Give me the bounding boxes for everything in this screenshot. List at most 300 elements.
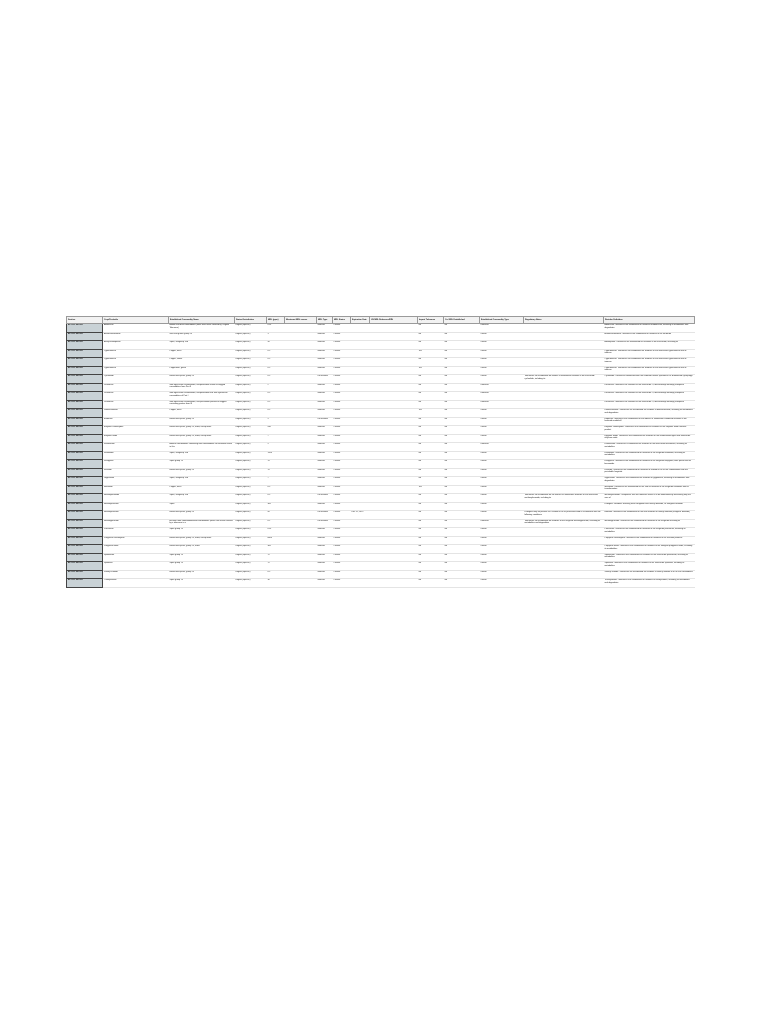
table-cell: No (444, 392, 480, 401)
table-cell (285, 536, 317, 545)
table-cell: Unofficial (480, 383, 524, 392)
table-row[interactable] (67, 570, 695, 579)
table-cell: Spinetoram (103, 553, 169, 562)
table-cell: No (444, 324, 480, 333)
table-cell (351, 417, 370, 426)
table-cell (370, 502, 418, 511)
table-cell (351, 502, 370, 511)
section-cell: 40 CFR 180.xxx (67, 392, 103, 401)
table-cell: Current (333, 366, 351, 375)
table-cell: Un-Numeric (317, 375, 333, 384)
table-row[interactable] (67, 400, 695, 409)
section-cell: 40 CFR 180.xxx (67, 570, 103, 579)
table-row[interactable] (67, 545, 695, 554)
table-cell: Unofficial (480, 519, 524, 528)
table-cell: No (418, 392, 444, 401)
table-cell: Numeric (317, 460, 333, 469)
table-cell: Artificial commodities containing food commodities not otherwise listed in this (169, 443, 235, 452)
table-cell: Numeric (317, 528, 333, 537)
table-row[interactable] (67, 528, 695, 537)
table-row[interactable] (67, 417, 695, 426)
table-cell: No (418, 434, 444, 443)
table-row[interactable] (67, 332, 695, 341)
table-cell (285, 324, 317, 333)
table-cell: Prochloraz: Tolerances are established for residues of the fungicide prochloraz, including its metabolites (604, 528, 695, 537)
section-cell: 40 CFR 180.xxx (67, 562, 103, 571)
table-cell: Aminopterin: Tolerances are established for residues of the insecticide, including its (604, 341, 695, 350)
table-row[interactable] (67, 451, 695, 460)
table-row[interactable] (67, 341, 695, 350)
table-cell (370, 553, 418, 562)
table-cell (524, 536, 604, 545)
table-row[interactable] (67, 477, 695, 486)
table-cell: Dichlorvos (103, 400, 169, 409)
table-cell: Region (specific) (235, 570, 267, 579)
table-cell: Official (480, 502, 524, 511)
table-row[interactable] (67, 434, 695, 443)
table-cell: Region (specific) (235, 536, 267, 545)
table-cell: Spice group 19 (169, 553, 235, 562)
table-cell: Dichlorvos (103, 383, 169, 392)
table-cell (351, 460, 370, 469)
table-cell (285, 519, 317, 528)
table-cell: Un-Numeric (317, 519, 333, 528)
column-header[interactable]: Established Commodity Type (480, 317, 524, 324)
table-cell: Numeric (317, 502, 333, 511)
table-row[interactable] (67, 502, 695, 511)
section-cell: 40 CFR 180.xxx (67, 460, 103, 469)
table-cell: No (444, 562, 480, 571)
table-row[interactable] (67, 562, 695, 571)
table-cell: Non-agricultural commodities, nonperishable animal or bagged commodities from Part II (169, 383, 235, 392)
table-cell: Acetyl-aminopterin (103, 341, 169, 350)
table-cell: Ethylene chlorohydrin: Tolerances are established for residues of the ethylene oxide reaction product (604, 426, 695, 435)
table-cell: Unofficial (480, 443, 524, 452)
table-row[interactable] (67, 485, 695, 494)
table-cell: Region (specific) (235, 502, 267, 511)
table-cell (370, 562, 418, 571)
table-row[interactable] (67, 392, 695, 401)
table-cell (524, 434, 604, 443)
table-row[interactable] (67, 324, 695, 333)
table-cell: Un-Numeric (317, 494, 333, 503)
table-cell: Region (specific) (235, 392, 267, 401)
table-cell: Numeric (317, 332, 333, 341)
table-cell: Current (333, 375, 351, 384)
table-cell: Spice, subgroup 19B (169, 451, 235, 460)
table-cell: Region (specific) (235, 494, 267, 503)
table-cell: Official (480, 417, 524, 426)
table-cell: Numeric (317, 536, 333, 545)
table-cell (285, 570, 317, 579)
table-cell: No (444, 511, 480, 520)
table-cell: No (418, 570, 444, 579)
table-cell: 7 (267, 477, 285, 486)
table-cell (370, 511, 418, 520)
table-cell: No (444, 417, 480, 426)
table-cell: Official (480, 494, 524, 503)
table-cell: Numeric (317, 443, 333, 452)
table-cell: Region (specific) (235, 519, 267, 528)
table-cell: Methoxyproclide: Tolerances are established for residues of the fungicide including its (604, 519, 695, 528)
section-cell: 40 CFR 180.xxx (67, 511, 103, 520)
table-cell: Region (specific) (235, 511, 267, 520)
table-cell: 1.7 (267, 562, 285, 571)
table-cell (351, 485, 370, 494)
table-cell: No (418, 332, 444, 341)
column-header[interactable]: Status/Jurisdiction (235, 317, 267, 324)
table-cell: No (418, 494, 444, 503)
table-cell: Official (480, 409, 524, 418)
table-cell (524, 417, 604, 426)
table-cell (524, 392, 604, 401)
table-cell (285, 494, 317, 503)
table-cell: Current (333, 519, 351, 528)
table-cell: 300 (267, 545, 285, 554)
table-cell: Spice (169, 502, 235, 511)
table-cell: Current (333, 553, 351, 562)
table-cell (351, 349, 370, 358)
table-cell: No (444, 536, 480, 545)
table-cell: Spice group 19 (169, 562, 235, 571)
section-cell: 40 CFR 180.xxx (67, 536, 103, 545)
table-cell: Herbs and spices, group 19 (169, 468, 235, 477)
table-cell: 0.5 (267, 349, 285, 358)
table-cell: Current (333, 477, 351, 486)
table-cell: Region (specific) (235, 366, 267, 375)
table-row[interactable] (67, 426, 695, 435)
section-cell: 40 CFR 180.xxx (67, 494, 103, 503)
table-row[interactable] (67, 519, 695, 528)
section-cell: 40 CFR 180.xxx (67, 324, 103, 333)
table-row[interactable] (67, 383, 695, 392)
table-cell: Fluoxide (103, 468, 169, 477)
table-cell: Official (480, 477, 524, 486)
table-cell: Difenoconazole: Tolerances are established for residues of difenoconazole, including its metabolites and degradates (604, 409, 695, 418)
table-cell (351, 332, 370, 341)
table-cell (370, 417, 418, 426)
section-cell: 40 CFR 180.xxx (67, 519, 103, 528)
table-cell (285, 579, 317, 588)
table-cell: Ethylene oxide (103, 434, 169, 443)
table-row[interactable] (67, 579, 695, 588)
table-cell: Propylene chlorohydrin: Tolerances are established for residues of the reaction products (604, 536, 695, 545)
table-row[interactable] (67, 443, 695, 452)
table-cell: No (444, 477, 480, 486)
column-header[interactable]: MRL Status (333, 317, 351, 324)
column-header[interactable]: Crop/Pesticide (103, 317, 169, 324)
table-cell (524, 502, 604, 511)
table-cell: Fenitrothion (103, 443, 169, 452)
table-cell (370, 536, 418, 545)
table-cell (285, 341, 317, 350)
section-cell: 40 CFR 180.xxx (67, 426, 103, 435)
table-cell: 70 (267, 460, 285, 469)
section-cell: 40 CFR 180.xxx (67, 349, 103, 358)
table-cell: 1.7 (267, 553, 285, 562)
table-cell: Current (333, 324, 351, 333)
table-cell (370, 570, 418, 579)
table-row[interactable] (67, 349, 695, 358)
column-header[interactable]: MRL Type (317, 317, 333, 324)
table-row[interactable] (67, 536, 695, 545)
table-cell (285, 468, 317, 477)
table-cell: No (418, 417, 444, 426)
table-cell (524, 324, 604, 333)
table-cell: Region (specific) (235, 443, 267, 452)
table-cell: 0.5 (267, 494, 285, 503)
column-header[interactable]: Expiration Date (351, 317, 370, 324)
table-cell: No (444, 349, 480, 358)
table-cell: Official (480, 358, 524, 367)
table-cell: Trifloxystrobin: Tolerances are established for residues of trifloxystrobin, including its metabolites and degradates (604, 579, 695, 588)
table-cell: Numeric (317, 434, 333, 443)
table-cell: 5 (267, 417, 285, 426)
table-cell: Official (480, 511, 524, 520)
table-cell: No (418, 562, 444, 571)
table-cell: Fenitrothion: Tolerances is established for residues of the insecticide fenitrothion, including its metabolites (604, 443, 695, 452)
table-cell: Fumigant: Residues resulting from fumigation with methyl bromide, as inorganic bromide (604, 502, 695, 511)
table-cell: Current (333, 426, 351, 435)
section-cell: 40 CFR 180.xxx (67, 468, 103, 477)
table-cell: No (418, 545, 444, 554)
table-cell: No (444, 409, 480, 418)
table-cell: Official (480, 332, 524, 341)
column-header[interactable]: Residue Definition (604, 317, 695, 324)
table-cell: Glyphosate: Tolerances are established for residues of glyphosate, including its metabolites and degradates (604, 477, 695, 486)
table-cell: Numeric (317, 451, 333, 460)
table-cell (370, 494, 418, 503)
table-row[interactable] (67, 409, 695, 418)
table-cell: No (418, 375, 444, 384)
table-cell: Official (480, 562, 524, 571)
table-cell: No (418, 324, 444, 333)
table-cell: Current (333, 434, 351, 443)
table-cell (285, 358, 317, 367)
section-cell: 40 CFR 180.xxx (67, 451, 103, 460)
table-cell: Current (333, 417, 351, 426)
table-cell: Difenoconazole (103, 409, 169, 418)
table-row[interactable] (67, 468, 695, 477)
table-cell: Methoxyfenozide: Compliance with the tolerance levels is to be determined by measuring only the sum of (604, 494, 695, 503)
table-cell: Spice, subgroup 19B (169, 341, 235, 350)
table-cell: Region (specific) (235, 383, 267, 392)
table-cell: Region (specific) (235, 341, 267, 350)
table-cell: Current (333, 392, 351, 401)
column-header[interactable]: Section (67, 317, 103, 324)
table-cell: No (418, 536, 444, 545)
table-cell: Yes (418, 349, 444, 358)
table-cell: Spice group 19 (169, 579, 235, 588)
table-cell (370, 375, 418, 384)
table-cell: Region (specific) (235, 528, 267, 537)
table-row[interactable] (67, 511, 695, 520)
table-cell: Official (480, 545, 524, 554)
table-cell: Current (333, 485, 351, 494)
table-cell (524, 553, 604, 562)
table-cell: No (418, 443, 444, 452)
table-cell: 940 (267, 426, 285, 435)
table-cell: Region (specific) (235, 477, 267, 486)
table-row[interactable] (67, 358, 695, 367)
table-cell: Current (333, 451, 351, 460)
table-cell: 0.5 (267, 570, 285, 579)
table-cell: Bromide: Tolerances are established for the total residues of methyl bromide (inorganic bromide) (604, 511, 695, 520)
table-cell: No (418, 579, 444, 588)
table-cell: No (444, 528, 480, 537)
table-cell (370, 468, 418, 477)
table-cell: No (444, 434, 480, 443)
table-cell (524, 485, 604, 494)
table-cell: 0.5 (267, 366, 285, 375)
column-header[interactable]: Maximum MRL source (285, 317, 317, 324)
table-cell: No (444, 366, 480, 375)
table-cell: Region (specific) (235, 358, 267, 367)
table-cell: All other food commodities/food commodities (other than those covered by a tolerance in a (169, 519, 235, 528)
table-cell (524, 426, 604, 435)
column-header[interactable]: Import Tolerance (418, 317, 444, 324)
table-cell (351, 392, 370, 401)
table-cell: Endothall (103, 417, 169, 426)
table-cell (351, 358, 370, 367)
table-cell: Region (specific) (235, 324, 267, 333)
table-cell: Unofficial (480, 324, 524, 333)
table-cell (351, 341, 370, 350)
table-cell: Numeric (317, 477, 333, 486)
table-cell (524, 579, 604, 588)
table-cell (524, 443, 604, 452)
column-header[interactable]: Ca. MRL Established (444, 317, 480, 324)
table-cell: Yes (418, 485, 444, 494)
table-cell: Current (333, 341, 351, 350)
table-cell: Numeric (317, 562, 333, 571)
table-cell: Current (333, 443, 351, 452)
table-cell: Unofficial (480, 392, 524, 401)
section-cell: 40 CFR 180.xxx (67, 358, 103, 367)
table-cell: Cypermethrin (103, 358, 169, 367)
table-cell (351, 562, 370, 571)
table-cell: Pepper, sweet (169, 358, 235, 367)
table-row[interactable] (67, 494, 695, 503)
table-cell: Sulfuryl fluoride: Tolerances are established for residues of sulfuryl fluoride in or on the commodities (604, 570, 695, 579)
table-cell: Methoxychlorine (103, 502, 169, 511)
column-header[interactable]: MRL (ppm) (267, 317, 285, 324)
section-cell: 40 CFR 180.xxx (67, 434, 103, 443)
table-cell: Cypermethrin: Tolerances are established for residues of the insecticide cypermethrin and its isomers (604, 366, 695, 375)
table-cell (351, 536, 370, 545)
table-cell (524, 477, 604, 486)
table-cell (351, 494, 370, 503)
table-cell: Fluopyram (103, 460, 169, 469)
table-cell: Region (specific) (235, 332, 267, 341)
table-cell: Numeric (317, 426, 333, 435)
table-cell: Numeric (317, 545, 333, 554)
table-cell: Numeric (317, 553, 333, 562)
table-cell (370, 324, 418, 333)
table-cell: No (444, 400, 480, 409)
table-cell: Region (specific) (235, 468, 267, 477)
table-cell: Acetochlorfenidine (103, 332, 169, 341)
table-cell: Fumigant may be present as a residue in or on processed food in accordance with the following conditions (524, 511, 604, 520)
table-cell (351, 553, 370, 562)
table-cell: No (418, 477, 444, 486)
table-cell: Malathion (103, 485, 169, 494)
table-cell: Current (333, 545, 351, 554)
table-cell: Propylene oxide (103, 545, 169, 554)
table-cell: Fluoxide: Tolerances are established for residues of fluoxide in or on the commodities from the perishable fungicide (604, 468, 695, 477)
table-cell (370, 443, 418, 452)
table-cell (524, 332, 604, 341)
table-cell (351, 468, 370, 477)
table-cell: Official (480, 579, 524, 588)
table-cell: Non-agricultural commodities, nonperishable bulk raw agricultural commodities of Part I (169, 392, 235, 401)
table-cell: 0.2 (267, 519, 285, 528)
table-cell (285, 545, 317, 554)
table-cell (524, 562, 604, 571)
table-cell: Herbs and spices, group 19 (169, 570, 235, 579)
table-row[interactable] (67, 375, 695, 384)
table-cell (285, 426, 317, 435)
table-cell (285, 392, 317, 401)
table-cell: Dec 31, 2025 (351, 511, 370, 520)
table-cell (370, 392, 418, 401)
table-cell (351, 324, 370, 333)
table-cell (370, 485, 418, 494)
table-cell: No (418, 528, 444, 537)
table-cell: Current (333, 502, 351, 511)
table-cell: Methoxyproclide (103, 519, 169, 528)
section-cell: 40 CFR 180.xxx (67, 383, 103, 392)
table-row[interactable] (67, 366, 695, 375)
table-cell (285, 460, 317, 469)
table-cell: Region (specific) (235, 375, 267, 384)
table-cell (370, 383, 418, 392)
table-cell (524, 341, 604, 350)
table-cell: Yes (418, 409, 444, 418)
table-cell (285, 332, 317, 341)
table-cell (351, 409, 370, 418)
table-cell: 0.5 (267, 409, 285, 418)
table-cell: Official (480, 570, 524, 579)
table-cell (285, 553, 317, 562)
table-cell: Region (specific) (235, 545, 267, 554)
table-cell: No (418, 426, 444, 435)
table-cell: Current (333, 358, 351, 367)
table-cell: No (418, 383, 444, 392)
table-cell (524, 545, 604, 554)
table-cell (370, 528, 418, 537)
column-header[interactable]: US MRL Reference/RIN (370, 317, 418, 324)
column-header[interactable]: Established Commodity Name (169, 317, 235, 324)
table-cell (285, 485, 317, 494)
table-cell (351, 477, 370, 486)
table-cell (285, 562, 317, 571)
table-cell: Region (specific) (235, 409, 267, 418)
table-cell: Glyphosate (103, 477, 169, 486)
table-cell: Abamectin: Tolerances are established for residues of Abamectin, including its metabolites and degradates (604, 324, 695, 333)
table-cell: No (418, 358, 444, 367)
table-cell: Cypermethrin (103, 366, 169, 375)
table-cell: Official (480, 553, 524, 562)
table-row[interactable] (67, 553, 695, 562)
table-cell (351, 443, 370, 452)
table-cell: Spice, subgroup 19B (169, 477, 235, 486)
column-header[interactable]: Regulatory Notes (524, 317, 604, 324)
table-cell: Official (480, 366, 524, 375)
table-cell: No (418, 511, 444, 520)
table-row[interactable] (67, 460, 695, 469)
table-cell: 0.01 (267, 528, 285, 537)
